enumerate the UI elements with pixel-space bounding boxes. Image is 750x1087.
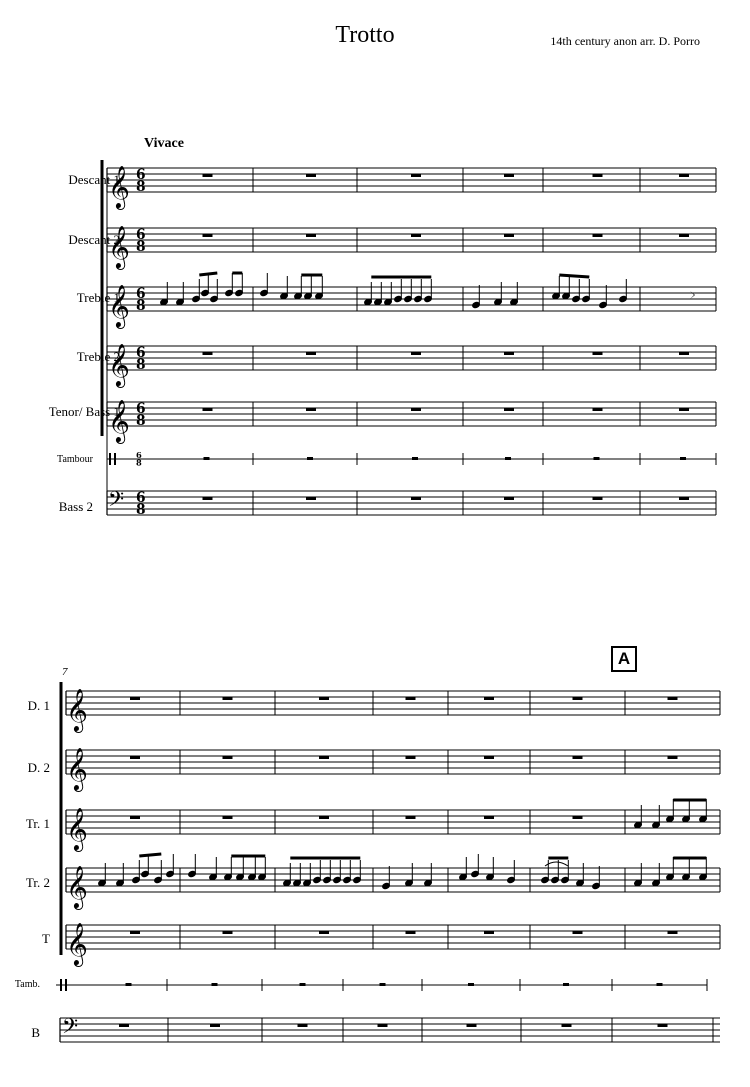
time-signature-denominator: 8 [136,239,146,255]
whole-rest [306,497,316,500]
whole-rest [679,352,689,355]
whole-rest [203,234,213,237]
whole-rest [378,1024,388,1027]
whole-rest [203,174,213,177]
tambour-rest [212,983,218,986]
whole-rest [562,1024,572,1027]
whole-rest [504,497,514,500]
whole-rest [411,352,421,355]
whole-rest [130,931,140,934]
treble-clef-icon: 𝄞 [108,224,130,268]
rehearsal-mark: A [611,646,637,672]
whole-rest [411,408,421,411]
whole-rest [406,756,416,759]
whole-rest [593,497,603,500]
treble-clef-icon: 𝄞 [108,283,130,327]
tambour-rest [468,983,474,986]
time-signature-numerator: 6 [136,345,146,361]
whole-rest [406,697,416,700]
instrument-label-treble-1: Treble 1 [76,290,120,305]
whole-rest [504,408,514,411]
whole-rest [484,697,494,700]
whole-rest [130,697,140,700]
time-signature-numerator: 6 [136,490,146,506]
time-signature-denominator: 8 [136,502,146,518]
whole-rest [203,497,213,500]
quarter-rest-icon [690,291,695,299]
whole-rest [573,697,583,700]
composer-credit: 14th century anon arr. D. Porro [550,34,700,48]
whole-rest [406,931,416,934]
tambour-rest [594,457,600,460]
page-title: Trotto [335,22,395,48]
whole-rest [593,408,603,411]
whole-rest [573,756,583,759]
whole-rest [504,234,514,237]
whole-rest [319,816,329,819]
whole-rest [573,931,583,934]
tambour-rest [204,457,210,460]
tempo-marking: Vivace [144,136,184,151]
whole-rest [593,352,603,355]
treble-clef-icon: 𝄞 [66,864,88,908]
treble-clef-icon: 𝄞 [108,342,130,386]
tambour-rest [380,983,386,986]
tambour-rest [657,983,663,986]
whole-rest [484,816,494,819]
instrument-label-treble-2: Treble 2 [76,349,120,364]
whole-rest [504,352,514,355]
tambour-rest [126,983,132,986]
time-signature-denominator: 8 [136,413,146,429]
tambour-rest [307,457,313,460]
whole-rest [411,497,421,500]
instrument-label-tenor-bass-1: Tenor/ Bass 1 [48,404,120,419]
time-signature-numerator: 6 [136,401,146,417]
time-signature-denominator: 8 [136,298,146,314]
tambour-rest [563,983,569,986]
whole-rest [203,352,213,355]
treble-clef-icon: 𝄞 [66,687,88,731]
percussion-clef-icon [65,979,67,991]
whole-rest [223,697,233,700]
whole-rest [679,408,689,411]
time-signature-numerator: 6 [136,286,146,302]
whole-rest [411,234,421,237]
note-beam [559,275,589,277]
whole-rest [306,234,316,237]
whole-rest [319,756,329,759]
whole-rest [306,352,316,355]
whole-rest [484,756,494,759]
treble-clef-icon: 𝄞 [108,398,130,442]
percussion-clef-icon [114,453,116,465]
instrument-label-bass-2: Bass 2 [58,499,93,514]
instrument-label-d2: D. 2 [27,760,50,775]
whole-rest [223,931,233,934]
whole-rest [203,408,213,411]
note-beam [139,854,161,856]
time-signature-denominator: 8 [136,457,142,468]
whole-rest [130,816,140,819]
whole-rest [298,1024,308,1027]
treble-clef-icon: 𝄞 [66,921,88,965]
tambour-rest [680,457,686,460]
whole-rest [668,931,678,934]
whole-rest [119,1024,129,1027]
whole-rest [306,408,316,411]
whole-rest [504,174,514,177]
whole-rest [679,174,689,177]
time-signature-denominator: 8 [136,179,146,195]
bass-clef-icon: 𝄢 [108,487,125,517]
treble-clef-icon: 𝄞 [66,806,88,850]
note-beam [199,273,217,275]
whole-rest [130,756,140,759]
whole-rest [210,1024,220,1027]
measure-number: 7 [62,666,68,678]
whole-rest [679,497,689,500]
whole-rest [668,756,678,759]
instrument-label-b: B [31,1025,40,1040]
instrument-label-tr1: Tr. 1 [25,816,50,831]
whole-rest [593,174,603,177]
bass-clef-icon: 𝄢 [62,1014,79,1044]
whole-rest [411,174,421,177]
instrument-label-tambour: Tambour [57,454,93,465]
percussion-clef-icon [109,453,111,465]
whole-rest [679,234,689,237]
instrument-label-tamb: Tamb. [14,979,40,990]
whole-rest [484,931,494,934]
whole-rest [223,816,233,819]
whole-rest [658,1024,668,1027]
tambour-rest [412,457,418,460]
treble-clef-icon: 𝄞 [108,164,130,208]
instrument-label-tr2: Tr. 2 [25,875,50,890]
whole-rest [467,1024,477,1027]
percussion-clef-icon [60,979,62,991]
time-signature-denominator: 8 [136,357,146,373]
instrument-label-d1: D. 1 [27,698,50,713]
whole-rest [406,816,416,819]
whole-rest [223,756,233,759]
instrument-label-descant-2: Descant 2 [68,232,120,247]
whole-rest [319,697,329,700]
time-signature-numerator: 6 [136,227,146,243]
tambour-rest [300,983,306,986]
whole-rest [306,174,316,177]
time-signature-numerator: 6 [136,450,142,461]
instrument-label-t: T [42,931,50,946]
time-signature-numerator: 6 [136,167,146,183]
whole-rest [593,234,603,237]
tambour-rest [505,457,511,460]
whole-rest [573,816,583,819]
instrument-label-descant-1: Descant 1 [68,172,120,187]
whole-rest [319,931,329,934]
whole-rest [668,697,678,700]
treble-clef-icon: 𝄞 [66,746,88,790]
